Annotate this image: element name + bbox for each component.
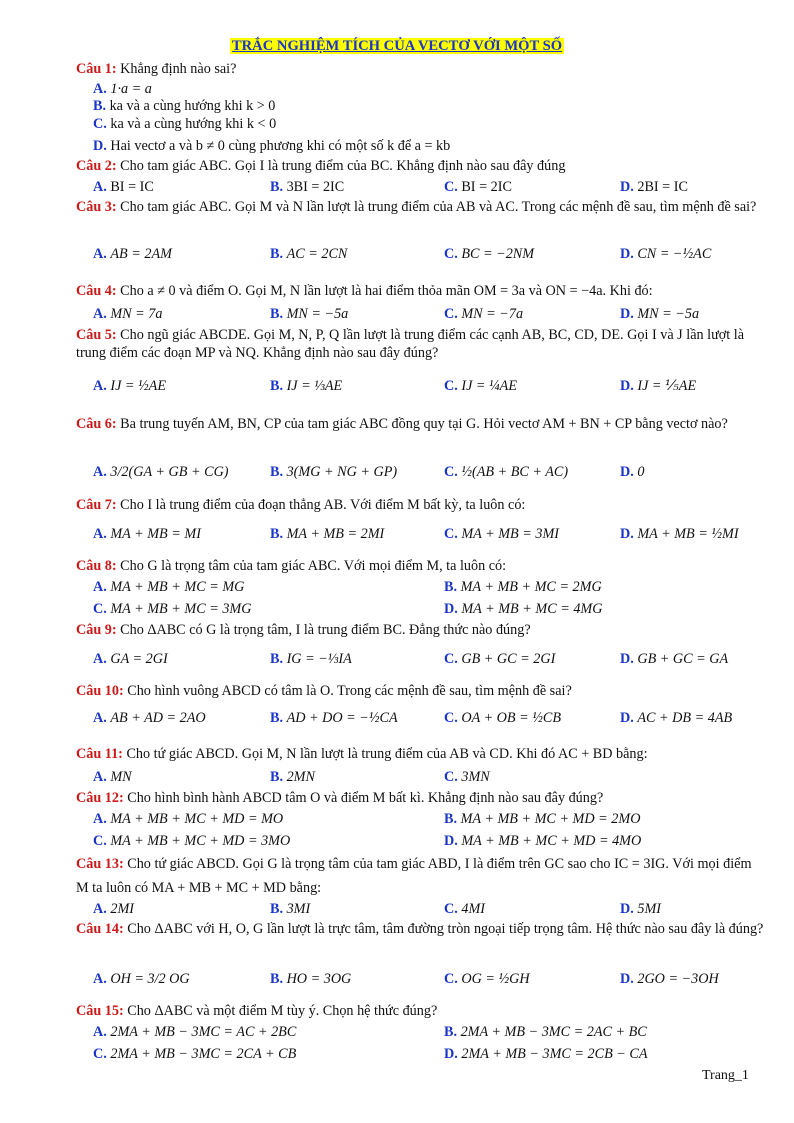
option-letter: A.	[93, 464, 107, 480]
text-content: 2MN	[286, 769, 315, 785]
text-content: AB + AD = 2AO	[110, 710, 206, 726]
option-letter: D.	[620, 179, 634, 195]
option-letter: A.	[93, 901, 107, 917]
text-content: 2MA + MB − 3MC = AC + 2BC	[110, 1024, 297, 1040]
q7-options	[76, 525, 776, 545]
option-letter: D.	[620, 306, 634, 322]
q10-option-d	[620, 709, 732, 727]
text-content: BI = IC	[110, 179, 154, 195]
q9-option-c	[444, 650, 555, 668]
question-number: Câu 15:	[76, 1003, 124, 1019]
q12-options-row2	[76, 832, 776, 852]
page-title	[0, 38, 794, 55]
option-letter: B.	[270, 306, 284, 322]
text-content: ½(AB + BC + AC)	[461, 464, 569, 480]
question-number: D.	[93, 138, 107, 154]
text-content: Cho tam giác ABC. Gọi M và N lần lượt là trung điểm của AB và AC. Trong các mệnh đề sau, tìm mệnh đề sai?	[120, 199, 757, 215]
question-number: Câu 7:	[76, 497, 117, 513]
q8-options-row1	[76, 578, 776, 598]
question-15	[76, 1002, 766, 1020]
text-content: MA + MB + MC = 4MG	[461, 601, 603, 617]
option-letter: C.	[444, 306, 458, 322]
question-3	[76, 198, 766, 216]
text-content: 2MA + MB − 3MC = 2AC + BC	[460, 1024, 647, 1040]
option-letter: C.	[444, 464, 458, 480]
q3-option-a	[93, 245, 172, 263]
text-content: AD + DO = −½CA	[286, 710, 398, 726]
text-content: MN = −7a	[461, 306, 524, 322]
text-content: Cho tam giác ABC. Gọi I là trung điểm của BC. Khẳng định nào sau đây đúng	[120, 158, 566, 174]
text-content: IJ = ¼AE	[461, 378, 518, 394]
question-number: Câu 4:	[76, 283, 117, 299]
option-letter: B.	[270, 526, 284, 542]
q8-options-row2	[76, 600, 776, 620]
q12-option-b	[444, 810, 640, 828]
q15-options-row1	[76, 1023, 776, 1043]
text-content: MN = −5a	[286, 306, 349, 322]
question-number: Câu 2:	[76, 158, 117, 174]
text-content: BC = −2NM	[461, 246, 535, 262]
option-letter: C.	[93, 601, 107, 617]
question-5	[76, 326, 766, 362]
text-content: Cho ΔABC có G là trọng tâm, I là trung điểm BC. Đẳng thức nào đúng?	[120, 622, 531, 638]
option-letter: D.	[444, 601, 458, 617]
text-content: Cho tứ giác ABCD. Gọi M, N lần lượt là trung điểm của AB và CD. Khi đó AC + BD bằng:	[126, 746, 648, 762]
option-letter: C.	[444, 378, 458, 394]
option-letter: B.	[270, 769, 284, 785]
text-content: 5MI	[637, 901, 661, 917]
q8-option-a	[93, 578, 244, 596]
q4-option-c	[444, 305, 523, 323]
q12-option-c	[93, 832, 290, 850]
text-content: IJ = ⅓AE	[286, 378, 343, 394]
q3-option-d	[620, 245, 711, 263]
option-letter: B.	[444, 811, 458, 827]
text-content: 3MI	[286, 901, 311, 917]
q6-option-d	[620, 463, 644, 481]
option-letter: D.	[620, 710, 634, 726]
option-letter: D.	[620, 651, 634, 667]
text-content: IG = −⅓IA	[286, 651, 352, 667]
question-8	[76, 557, 766, 575]
q4-option-b	[270, 305, 348, 323]
q7-option-d	[620, 525, 739, 543]
option-letter: A.	[93, 651, 107, 667]
option-letter: A.	[93, 378, 107, 394]
text-content: GA = 2GI	[110, 651, 168, 667]
text-content: BI = 2IC	[461, 179, 512, 195]
option-letter: C.	[444, 710, 458, 726]
text-content: ka và a cùng hướng khi k < 0	[110, 116, 277, 132]
text-content: 3BI = 2IC	[286, 179, 345, 195]
question-number: Câu 14:	[76, 921, 124, 937]
q1-option-a	[93, 80, 783, 98]
text-content: 3(MG + NG + GP)	[286, 464, 398, 480]
option-letter: C.	[444, 901, 458, 917]
question-number: Câu 12:	[76, 790, 124, 806]
q11-options	[76, 768, 776, 788]
text-content: IJ = ⅕AE	[637, 378, 697, 394]
q8-option-b	[444, 578, 602, 596]
text-content: OH = 3/2 OG	[110, 971, 190, 987]
text-content: Khẳng định nào sai?	[120, 61, 237, 77]
option-letter: C.	[444, 179, 458, 195]
text-content: Cho hình bình hành ABCD tâm O và điểm M bất kì. Khẳng định nào sau đây đúng?	[127, 790, 604, 806]
q12-option-d	[444, 832, 641, 850]
text-content: 2MI	[110, 901, 134, 917]
question-number: Câu 11:	[76, 746, 123, 762]
q15-option-a	[93, 1023, 296, 1041]
question-number: C.	[93, 116, 107, 132]
option-letter: B.	[270, 179, 284, 195]
option-letter: D.	[620, 901, 634, 917]
option-letter: C.	[93, 1046, 107, 1062]
q6-option-c	[444, 463, 568, 481]
q13-option-d	[620, 900, 661, 918]
question-11	[76, 745, 776, 763]
q5-options	[76, 377, 776, 397]
text-content: Cho ngũ giác ABCDE. Gọi M, N, P, Q lần lượt là trung điểm các cạnh AB, BC, CD, DE. Gọi I và J lần lượt là trung điểm các đoạn MP và NQ. Khẳng định nào sau đây đúng?	[76, 327, 744, 361]
q14-option-d	[620, 970, 719, 988]
q4-options	[76, 305, 776, 325]
text-content: 3MN	[461, 769, 490, 785]
option-letter: A.	[93, 1024, 107, 1040]
option-letter: A.	[93, 246, 107, 262]
q13-options	[76, 900, 776, 920]
q6-option-a	[93, 463, 229, 481]
option-letter: C.	[444, 651, 458, 667]
text-content: ka và a cùng hướng khi k > 0	[109, 98, 276, 114]
q14-option-a	[93, 970, 190, 988]
q1-option-b	[93, 97, 783, 115]
q7-option-a	[93, 525, 201, 543]
q11-option-b	[270, 768, 315, 786]
q15-option-d	[444, 1045, 648, 1063]
question-6	[76, 415, 766, 433]
question-2	[76, 157, 766, 175]
q9-option-a	[93, 650, 168, 668]
q7-option-c	[444, 525, 559, 543]
option-letter: C.	[444, 246, 458, 262]
q11-option-c	[444, 768, 490, 786]
text-content: Cho I là trung điểm của đoạn thẳng AB. Với điểm M bất kỳ, ta luôn có:	[120, 497, 526, 513]
text-content: MA + MB + MC + MD = 2MO	[460, 811, 641, 827]
text-content: MA + MB = 2MI	[286, 526, 385, 542]
question-number: Câu 13:	[76, 856, 124, 872]
q8-option-d	[444, 600, 603, 618]
text-content: Cho ΔABC và một điểm M tùy ý. Chọn hệ thức đúng?	[127, 1003, 438, 1019]
q14-option-c	[444, 970, 530, 988]
text-content: MN = 7a	[110, 306, 163, 322]
q3-option-b	[270, 245, 347, 263]
q13-option-a	[93, 900, 134, 918]
option-letter: B.	[444, 579, 458, 595]
text-content: Ba trung tuyến AM, BN, CP của tam giác ABC đồng quy tại G. Hỏi vectơ AM + BN + CP bằng vectơ nào?	[120, 416, 728, 432]
option-letter: C.	[444, 971, 458, 987]
option-letter: D.	[620, 246, 634, 262]
option-letter: B.	[270, 378, 284, 394]
text-content: Cho ΔABC với H, O, G lần lượt là trực tâm, tâm đường tròn ngoại tiếp trọng tâm. Hệ thức nào sau đây là đúng?	[127, 921, 764, 937]
q1-option-c	[93, 115, 783, 133]
q9-option-b	[270, 650, 352, 668]
q4-option-d	[620, 305, 699, 323]
q12-options-row1	[76, 810, 776, 830]
text-content: MA + MB + MC + MD = 4MO	[461, 833, 642, 849]
option-letter: A.	[93, 179, 107, 195]
q15-option-c	[93, 1045, 296, 1063]
text-content: 0	[637, 464, 645, 480]
text-content: AC = 2CN	[286, 246, 348, 262]
text-content: 1·a = a	[110, 81, 152, 97]
option-letter: B.	[270, 710, 284, 726]
option-letter: C.	[444, 769, 458, 785]
q15-options-row2	[76, 1045, 776, 1065]
question-number: Câu 3:	[76, 199, 117, 215]
q14-option-b	[270, 970, 351, 988]
q4-option-a	[93, 305, 162, 323]
q8-option-c	[93, 600, 252, 618]
text-content: Hai vectơ a và b ≠ 0 cùng phương khi có một số k để a = kb	[110, 138, 451, 154]
text-content: MN	[110, 769, 132, 785]
text-content: MN = −5a	[637, 306, 700, 322]
question-number: Câu 9:	[76, 622, 117, 638]
page-footer: Trang_1	[702, 1068, 749, 1083]
q3-option-c	[444, 245, 534, 263]
text-content: 2BI = IC	[637, 179, 688, 195]
q2-option-a	[93, 178, 154, 196]
option-letter: D.	[620, 526, 634, 542]
question-number: Câu 5:	[76, 327, 117, 343]
text-content: Cho a ≠ 0 và điểm O. Gọi M, N lần lượt là hai điểm thỏa mãn OM = 3a và ON = −4a. Khi đó:	[120, 283, 653, 299]
option-letter: C.	[93, 833, 107, 849]
q9-option-d	[620, 650, 728, 668]
question-number: B.	[93, 98, 107, 114]
text-content: 4MI	[461, 901, 485, 917]
q9-options	[76, 650, 776, 670]
text-content: Cho tứ giác ABCD. Gọi G là trọng tâm của tam giác ABD, I là điểm trên GC sao cho IC = 3IG. Với mọi điểm M ta luôn có MA + MB + MC + MD bằng:	[76, 856, 752, 896]
question-number: Câu 1:	[76, 61, 117, 77]
text-content: MA + MB + MC + MD = 3MO	[110, 833, 291, 849]
q5-option-a	[93, 377, 166, 395]
question-1	[76, 60, 766, 78]
text-content: MA + MB = 3MI	[461, 526, 560, 542]
question-7	[76, 496, 766, 514]
text-content: GB + GC = 2GI	[461, 651, 556, 667]
option-letter: B.	[444, 1024, 458, 1040]
q13-option-b	[270, 900, 310, 918]
text-content: MA + MB + MC + MD = MO	[110, 811, 284, 827]
q10-option-b	[270, 709, 398, 727]
option-letter: B.	[270, 246, 284, 262]
question-10	[76, 682, 766, 700]
question-4	[76, 282, 776, 300]
option-letter: A.	[93, 811, 107, 827]
text-content: HO = 3OG	[286, 971, 352, 987]
option-letter: D.	[620, 378, 634, 394]
option-letter: B.	[270, 901, 284, 917]
q2-option-d	[620, 178, 688, 196]
option-letter: B.	[270, 971, 284, 987]
q10-options	[76, 709, 776, 729]
text-content: OG = ½GH	[461, 971, 530, 987]
q13-option-c	[444, 900, 485, 918]
q10-option-c	[444, 709, 561, 727]
option-letter: C.	[444, 526, 458, 542]
option-letter: A.	[93, 710, 107, 726]
option-letter: A.	[93, 579, 107, 595]
q6-options	[76, 463, 776, 483]
text-content: MA + MB + MC = 3MG	[110, 601, 252, 617]
text-content: MA + MB + MC = 2MG	[460, 579, 602, 595]
q7-option-b	[270, 525, 384, 543]
option-letter: D.	[444, 1046, 458, 1062]
option-letter: A.	[93, 306, 107, 322]
text-content: MA + MB + MC = MG	[110, 579, 245, 595]
question-13	[76, 852, 766, 900]
text-content: AC + DB = 4AB	[637, 710, 733, 726]
question-number: Câu 10:	[76, 683, 124, 699]
option-letter: A.	[93, 769, 107, 785]
text-content: Cho G là trọng tâm của tam giác ABC. Với mọi điểm M, ta luôn có:	[120, 558, 507, 574]
text-content: Cho hình vuông ABCD có tâm là O. Trong các mệnh đề sau, tìm mệnh đề sai?	[127, 683, 572, 699]
q12-option-a	[93, 810, 283, 828]
q2-options	[76, 178, 776, 198]
option-letter: A.	[93, 526, 107, 542]
option-letter: B.	[270, 651, 284, 667]
text-content: GB + GC = GA	[637, 651, 729, 667]
text-content: AB = 2AM	[110, 246, 172, 262]
q3-options	[76, 245, 776, 265]
text-content: 3/2(GA + GB + CG)	[110, 464, 229, 480]
q2-option-c	[444, 178, 512, 196]
q14-options	[76, 970, 776, 990]
q5-option-d	[620, 377, 696, 395]
q5-option-b	[270, 377, 342, 395]
text-content: IJ = ½AE	[110, 378, 167, 394]
option-letter: D.	[620, 464, 634, 480]
question-number: Câu 8:	[76, 558, 117, 574]
text-content: TRẮC NGHIỆM TÍCH CỦA VECTƠ VỚI MỘT SỐ	[231, 38, 563, 54]
q5-option-c	[444, 377, 517, 395]
question-number: Câu 6:	[76, 416, 117, 432]
question-12	[76, 789, 766, 807]
text-content: 2MA + MB − 3MC = 2CB − CA	[461, 1046, 648, 1062]
question-number: A.	[93, 81, 107, 97]
q2-option-b	[270, 178, 344, 196]
q1-option-d	[93, 137, 783, 155]
option-letter: D.	[620, 971, 634, 987]
text-content: 2GO = −3OH	[637, 971, 719, 987]
q15-option-b	[444, 1023, 647, 1041]
text-content: 2MA + MB − 3MC = 2CA + CB	[110, 1046, 297, 1062]
question-14	[76, 920, 766, 938]
option-letter: B.	[270, 464, 284, 480]
text-content: MA + MB = MI	[110, 526, 201, 542]
q6-option-b	[270, 463, 397, 481]
question-9	[76, 621, 766, 639]
text-content: CN = −½AC	[637, 246, 712, 262]
option-letter: A.	[93, 971, 107, 987]
q10-option-a	[93, 709, 206, 727]
text-content: OA + OB = ½CB	[461, 710, 562, 726]
text-content: MA + MB = ½MI	[637, 526, 739, 542]
option-letter: D.	[444, 833, 458, 849]
q11-option-a	[93, 768, 132, 786]
